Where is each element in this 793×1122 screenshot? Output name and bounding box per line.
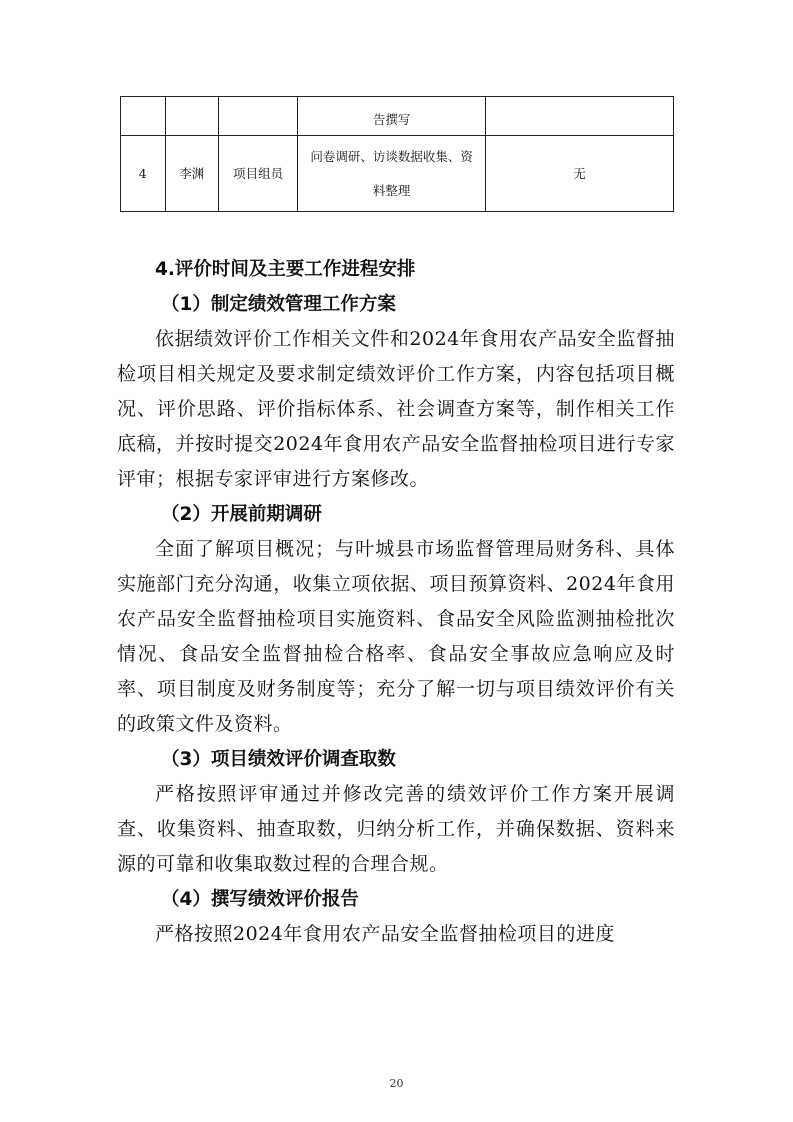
page-number: 20 bbox=[389, 1077, 404, 1090]
duty-line: 问卷调研、访谈数据收集、资 bbox=[310, 148, 473, 164]
paragraph: 依据绩效评价工作相关文件和2024年食用农产品安全监督抽检项目相关规定及要求制定绩效评价工作方案，内容包括项目概况、评价思路、评价指标体系、社会调查方案等，制作相关工作底稿，并按时提交2024年食用农产品安全监督抽检项目进行专家评审；根据专家评审进行方案修改。 bbox=[117, 328, 675, 490]
duty-cell: 告撰写 bbox=[298, 97, 486, 136]
paragraph: 严格按照2024年食用农产品安全监督抽检项目的进度 bbox=[155, 923, 615, 945]
table-row bbox=[121, 97, 674, 136]
paragraph: 严格按照评审通过并修改完善的绩效评价工作方案开展调查、收集资料、抽查取数，归纳分析工作，并确保数据、资料来源的可靠和收集取数过程的合理合规。 bbox=[117, 783, 675, 875]
row-number-cell: 4 bbox=[121, 136, 166, 212]
member-role-cell: 项目组员 bbox=[219, 136, 298, 212]
subsection-heading: （3）项目绩效评价调查取数 bbox=[161, 749, 396, 770]
section-heading: 4.评价时间及主要工作进程安排 bbox=[155, 259, 416, 280]
table-cell bbox=[165, 97, 218, 136]
remark-cell: 无 bbox=[486, 136, 674, 212]
table-cell bbox=[219, 97, 298, 136]
subsection-heading: （1）制定绩效管理工作方案 bbox=[161, 294, 396, 315]
subsection-heading: （2）开展前期调研 bbox=[161, 504, 322, 525]
team-members-table bbox=[120, 96, 674, 212]
member-name-cell: 李渊 bbox=[165, 136, 218, 212]
subsection-heading: （4）撰写绩效评价报告 bbox=[161, 889, 359, 910]
duty-line: 料整理 bbox=[372, 182, 411, 198]
duty-cell bbox=[298, 136, 486, 212]
document-body bbox=[117, 252, 675, 952]
table-cell bbox=[121, 97, 166, 136]
paragraph: 全面了解项目概况；与叶城县市场监督管理局财务科、具体实施部门充分沟通，收集立项依据、项目预算资料、2024年食用农产品安全监督抽检项目实施资料、食品安全风险监测抽检批次情况、食品安全监督抽检合格率、食品安全事故应急响应及时率、项目制度及财务制度等；充分了解一切与项目绩效评价有关的政策文件及资料。 bbox=[117, 538, 675, 735]
table-cell bbox=[486, 97, 674, 136]
table-row bbox=[121, 136, 674, 212]
